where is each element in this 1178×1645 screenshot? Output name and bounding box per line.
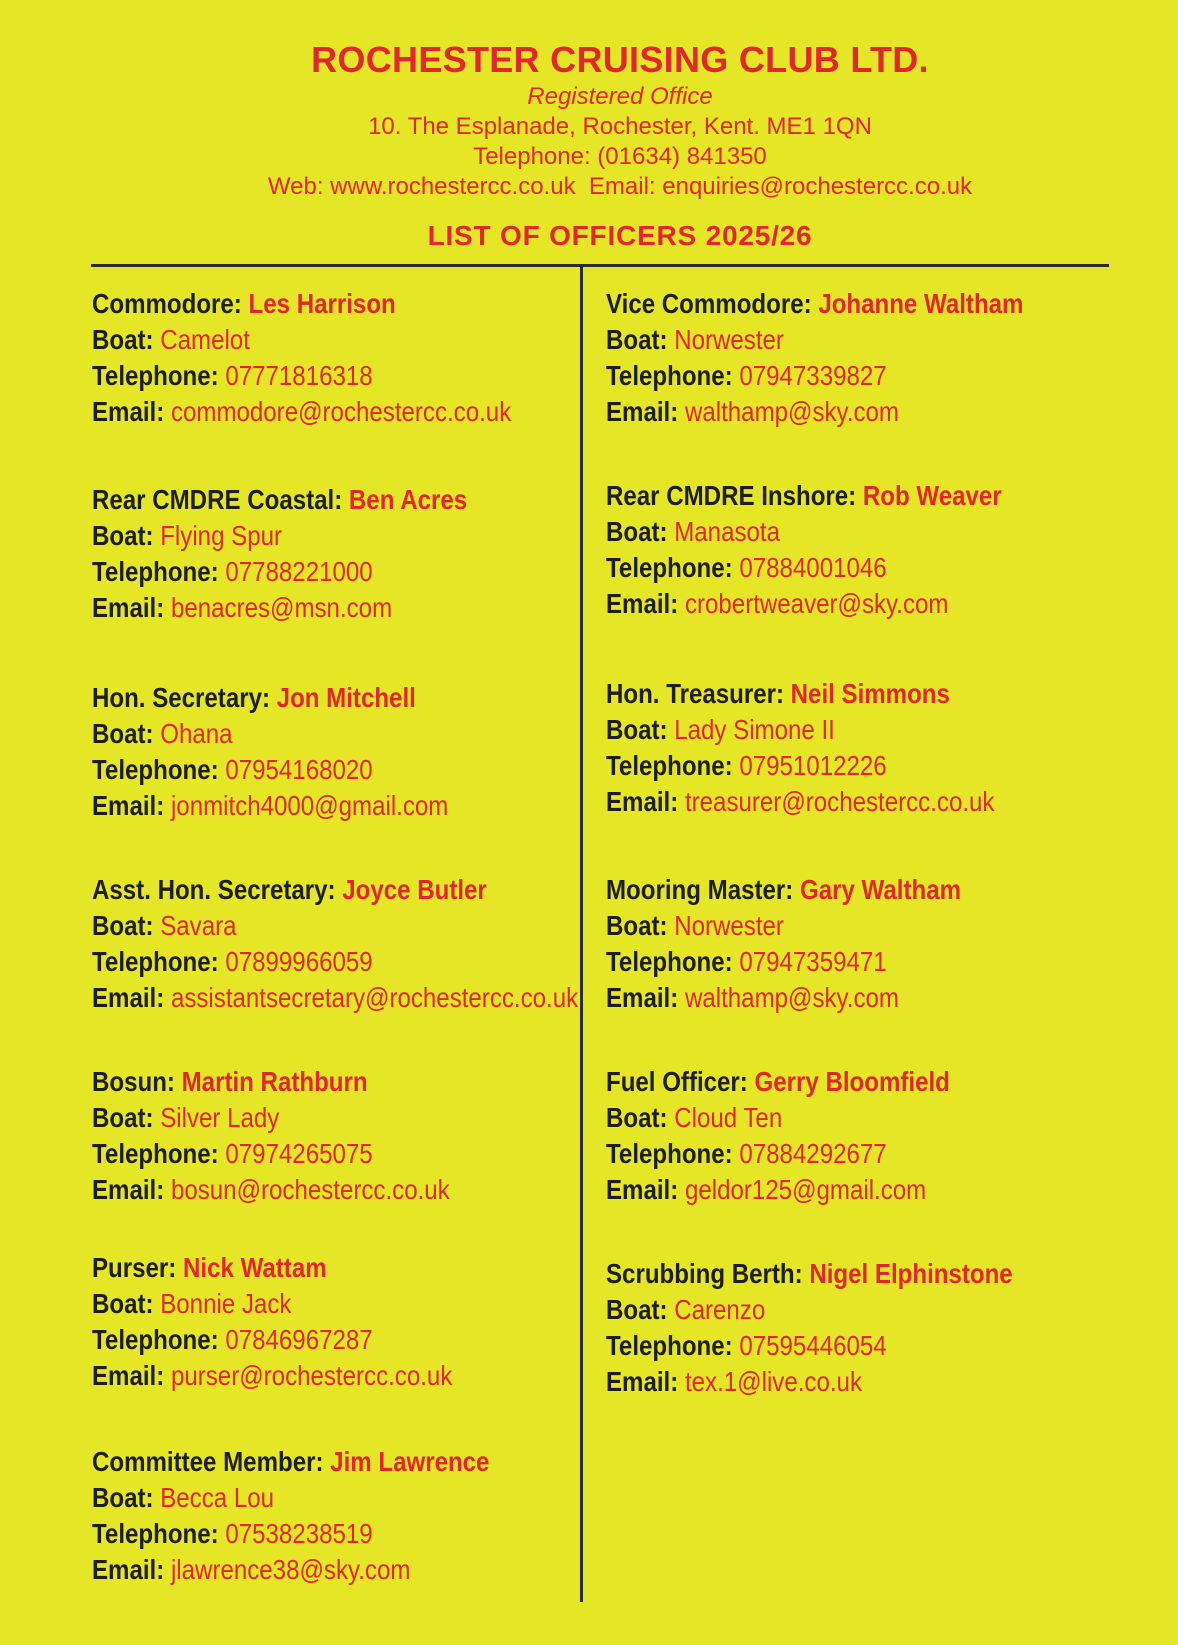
- officer-email-row: [606, 394, 1027, 430]
- officer-telephone: 07884292677: [739, 1138, 887, 1169]
- officer-email-row: [606, 1364, 1027, 1400]
- boat-label: Boat:: [606, 714, 668, 745]
- officer-role: Purser:: [92, 1252, 177, 1283]
- officer-telephone-row: [92, 1322, 513, 1358]
- officer-entry: [606, 1064, 1096, 1208]
- officer-role-row: [606, 286, 1027, 322]
- boat-label: Boat:: [92, 1102, 154, 1133]
- officer-boat: Bonnie Jack: [160, 1288, 292, 1319]
- officer-telephone-row: [606, 550, 1027, 586]
- officer-telephone: 07954168020: [225, 754, 373, 785]
- officer-entry: [606, 478, 1096, 622]
- officer-role: Bosun:: [92, 1066, 175, 1097]
- officer-telephone-row: [606, 1136, 1027, 1172]
- officer-email: assistantsecretary@rochestercc.co.uk: [170, 982, 579, 1013]
- email-label: Email:: [606, 786, 679, 817]
- officer-email: commodore@rochestercc.co.uk: [170, 396, 512, 427]
- officer-telephone: 07884001046: [739, 552, 887, 583]
- officer-name: Ben Acres: [348, 484, 468, 515]
- officer-telephone-row: [92, 554, 513, 590]
- officer-boat: Ohana: [160, 718, 233, 749]
- officer-boat-row: [606, 908, 1027, 944]
- telephone-label: Telephone:: [606, 946, 733, 977]
- officer-boat-row: [92, 518, 513, 554]
- officer-boat-row: [606, 322, 1027, 358]
- officer-boat-row: [92, 1286, 513, 1322]
- officer-email: bosun@rochestercc.co.uk: [170, 1174, 450, 1205]
- officer-boat: Norwester: [674, 324, 784, 355]
- officer-role: Hon. Secretary:: [92, 682, 270, 713]
- telephone-label: Telephone:: [606, 750, 733, 781]
- email-label: Email:: [92, 1174, 165, 1205]
- telephone-label: Telephone:: [606, 1330, 733, 1361]
- officer-telephone-row: [92, 358, 513, 394]
- boat-label: Boat:: [606, 1294, 668, 1325]
- boat-label: Boat:: [606, 324, 668, 355]
- telephone-label: Telephone:: [92, 1138, 219, 1169]
- officer-telephone-row: [606, 944, 1027, 980]
- officer-role: Rear CMDRE Coastal:: [92, 484, 343, 515]
- officer-entry: [92, 1064, 582, 1208]
- officer-email-row: [606, 784, 1027, 820]
- officer-role: Scrubbing Berth:: [606, 1258, 803, 1289]
- officer-role-row: [92, 1250, 513, 1286]
- officer-email: benacres@msn.com: [170, 592, 393, 623]
- officer-telephone: 07595446054: [739, 1330, 887, 1361]
- officer-entry: [92, 482, 582, 626]
- officer-boat: Flying Spur: [160, 520, 283, 551]
- boat-label: Boat:: [92, 718, 154, 749]
- officer-telephone: 07899966059: [225, 946, 373, 977]
- officer-email: walthamp@sky.com: [684, 396, 899, 427]
- officer-role-row: [606, 872, 1027, 908]
- boat-label: Boat:: [606, 1102, 668, 1133]
- telephone-label: Telephone:: [606, 360, 733, 391]
- telephone-label: Telephone:: [92, 360, 219, 391]
- title-divider: [91, 264, 1109, 267]
- officer-boat-row: [606, 514, 1027, 550]
- officer-name: Martin Rathburn: [181, 1066, 368, 1097]
- list-title: LIST OF OFFICERS 2025/26: [427, 220, 813, 251]
- officer-entry: [92, 1250, 582, 1394]
- officer-boat: Savara: [160, 910, 237, 941]
- boat-label: Boat:: [92, 324, 154, 355]
- officer-role-row: [92, 1444, 513, 1480]
- telephone-label: Telephone:: [606, 1138, 733, 1169]
- officer-email: walthamp@sky.com: [684, 982, 899, 1013]
- officer-telephone: 07771816318: [225, 360, 373, 391]
- telephone-label: Telephone:: [92, 1324, 219, 1355]
- officer-email-row: [606, 980, 1027, 1016]
- officer-telephone: 07788221000: [225, 556, 373, 587]
- telephone-label: Telephone:: [92, 556, 219, 587]
- officer-name: Johanne Waltham: [818, 288, 1024, 319]
- officer-role: Commodore:: [92, 288, 242, 319]
- officer-email: crobertweaver@sky.com: [684, 588, 949, 619]
- officer-role-row: [92, 1064, 513, 1100]
- officer-telephone-row: [606, 358, 1027, 394]
- email-label: Email:: [92, 982, 165, 1013]
- officer-entry: [606, 676, 1096, 820]
- officer-email-row: [92, 788, 513, 824]
- officer-role: Vice Commodore:: [606, 288, 812, 319]
- officer-boat-row: [92, 1100, 513, 1136]
- officer-name: Jon Mitchell: [276, 682, 416, 713]
- officer-email: tex.1@live.co.uk: [684, 1366, 862, 1397]
- officer-entry: [606, 286, 1096, 430]
- officer-telephone: 07538238519: [225, 1518, 373, 1549]
- officer-boat-row: [92, 1480, 513, 1516]
- officer-role-row: [92, 482, 513, 518]
- officer-role-row: [606, 1256, 1027, 1292]
- club-telephone: Telephone: (01634) 841350: [473, 143, 767, 170]
- officer-telephone-row: [92, 944, 513, 980]
- club-name: ROCHESTER CRUISING CLUB LTD.: [311, 39, 929, 80]
- email-label: Email:: [92, 592, 165, 623]
- officer-role-row: [606, 478, 1027, 514]
- officer-email-row: [606, 586, 1027, 622]
- email-label: Email:: [92, 396, 165, 427]
- officer-role: Hon. Treasurer:: [606, 678, 784, 709]
- officer-boat-row: [92, 322, 513, 358]
- officer-telephone-row: [92, 752, 513, 788]
- officer-role-row: [92, 872, 513, 908]
- officer-email-row: [92, 1358, 513, 1394]
- officer-name: Les Harrison: [248, 288, 396, 319]
- officer-name: Nigel Elphinstone: [809, 1258, 1013, 1289]
- officer-entry: [606, 1256, 1096, 1400]
- officer-telephone-row: [92, 1516, 513, 1552]
- club-address: 10. The Esplanade, Rochester, Kent. ME1 1QN: [368, 113, 872, 140]
- officer-email: geldor125@gmail.com: [684, 1174, 927, 1205]
- club-header: [0, 38, 1178, 202]
- telephone-label: Telephone:: [92, 946, 219, 977]
- officer-email-row: [92, 980, 579, 1016]
- officer-role: Fuel Officer:: [606, 1066, 748, 1097]
- officer-telephone: 07974265075: [225, 1138, 373, 1169]
- officer-email: jlawrence38@sky.com: [170, 1554, 411, 1585]
- boat-label: Boat:: [606, 516, 668, 547]
- telephone-label: Telephone:: [606, 552, 733, 583]
- officer-role-row: [92, 680, 513, 716]
- registered-office-label: Registered Office: [527, 83, 713, 110]
- email-label: Email:: [606, 1174, 679, 1205]
- officer-email: treasurer@rochestercc.co.uk: [684, 786, 995, 817]
- officer-entry: [92, 872, 582, 1016]
- officer-telephone-row: [92, 1136, 513, 1172]
- officer-boat-row: [92, 908, 513, 944]
- officer-telephone-row: [606, 748, 1027, 784]
- officer-boat-row: [92, 716, 513, 752]
- officer-boat: Carenzo: [674, 1294, 766, 1325]
- email-label: Email:: [606, 982, 679, 1013]
- officer-telephone: 07947359471: [739, 946, 887, 977]
- telephone-label: Telephone:: [92, 1518, 219, 1549]
- officer-email-row: [92, 590, 513, 626]
- officer-boat-row: [606, 1292, 1027, 1328]
- email-label: Email:: [92, 1554, 165, 1585]
- email-label: Email:: [606, 396, 679, 427]
- boat-label: Boat:: [606, 910, 668, 941]
- club-web-email: Web: www.rochestercc.co.uk Email: enquiries@rochestercc.co.uk: [267, 173, 973, 200]
- officer-email-row: [606, 1172, 1027, 1208]
- officer-name: Jim Lawrence: [330, 1446, 490, 1477]
- officer-email: jonmitch4000@gmail.com: [170, 790, 449, 821]
- officer-name: Rob Weaver: [862, 480, 1002, 511]
- boat-label: Boat:: [92, 1288, 154, 1319]
- officer-role-row: [606, 1064, 1027, 1100]
- officer-boat: Becca Lou: [160, 1482, 275, 1513]
- email-label: Email:: [606, 1366, 679, 1397]
- officer-entry: [92, 680, 582, 824]
- officer-name: Neil Simmons: [790, 678, 950, 709]
- email-label: Email:: [92, 790, 165, 821]
- officer-name: Gary Waltham: [799, 874, 962, 905]
- officer-entry: [92, 286, 582, 430]
- officer-boat-row: [606, 1100, 1027, 1136]
- officer-role-row: [606, 676, 1027, 712]
- telephone-label: Telephone:: [92, 754, 219, 785]
- officer-email-row: [92, 394, 513, 430]
- officer-boat: Lady Simone II: [674, 714, 835, 745]
- officer-name: Nick Wattam: [183, 1252, 327, 1283]
- officer-boat: Cloud Ten: [674, 1102, 783, 1133]
- officer-telephone-row: [606, 1328, 1027, 1364]
- officer-telephone: 07947339827: [739, 360, 887, 391]
- officer-email: purser@rochestercc.co.uk: [170, 1360, 453, 1391]
- officer-role: Committee Member:: [92, 1446, 324, 1477]
- officer-role: Asst. Hon. Secretary:: [92, 874, 336, 905]
- officer-email-row: [92, 1172, 513, 1208]
- officer-telephone: 07951012226: [739, 750, 887, 781]
- officer-boat: Silver Lady: [160, 1102, 280, 1133]
- officer-boat-row: [606, 712, 1027, 748]
- officer-name: Joyce Butler: [342, 874, 487, 905]
- officer-entry: [92, 1444, 582, 1588]
- officer-name: Gerry Bloomfield: [754, 1066, 950, 1097]
- officer-role: Mooring Master:: [606, 874, 794, 905]
- boat-label: Boat:: [92, 910, 154, 941]
- email-label: Email:: [606, 588, 679, 619]
- officer-role: Rear CMDRE Inshore:: [606, 480, 857, 511]
- email-label: Email:: [92, 1360, 165, 1391]
- officer-boat: Manasota: [674, 516, 780, 547]
- officer-boat: Norwester: [674, 910, 784, 941]
- boat-label: Boat:: [92, 520, 154, 551]
- officer-email-row: [92, 1552, 513, 1588]
- officer-boat: Camelot: [160, 324, 250, 355]
- boat-label: Boat:: [92, 1482, 154, 1513]
- officer-telephone: 07846967287: [225, 1324, 373, 1355]
- officer-entry: [606, 872, 1096, 1016]
- officer-role-row: [92, 286, 513, 322]
